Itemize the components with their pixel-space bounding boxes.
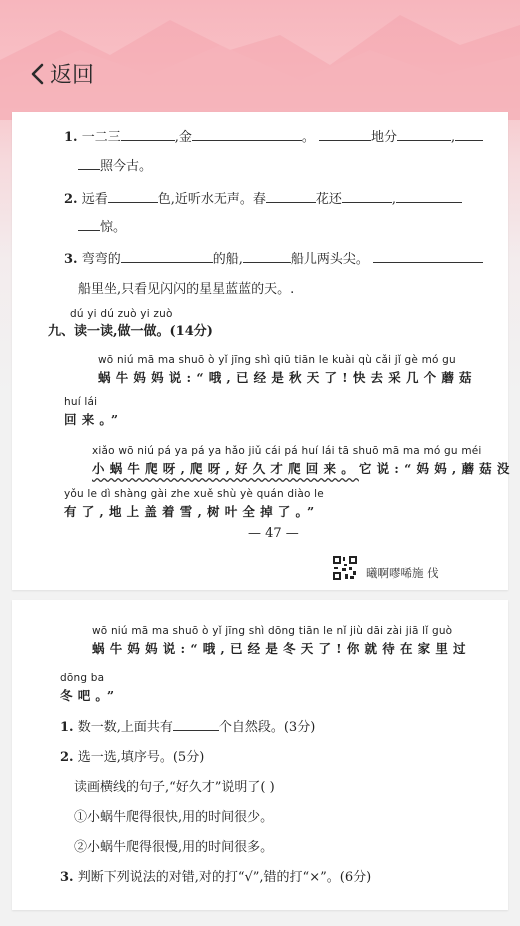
q2-text-b: 色,近听水无声。春 [157, 192, 266, 207]
q2-line2 [78, 216, 126, 235]
blank[interactable] [108, 190, 158, 203]
passage-line-3-rest: 它说:“妈妈,蘑菇没 [358, 461, 515, 476]
p2-q2-option-1: ①小蜗牛爬得很快,用的时间很少。 [74, 810, 274, 825]
q1-text-c: 。 [301, 130, 315, 145]
passage-pinyin-4: yǒu le dì shàng gài zhe xuě shù yè quán diào le [64, 488, 324, 500]
q3-line2 [78, 278, 294, 297]
q3-text-c: 船儿两头尖。 [290, 252, 369, 267]
q1-text-a: 一二三 [81, 130, 121, 145]
q2-text-d: , [391, 192, 397, 207]
worksheet-page-2 [12, 600, 508, 910]
passage-pinyin-2: huí lái [64, 396, 98, 408]
passage-pinyin-3: xiǎo wō niú pá ya pá ya hǎo jiǔ cái pá huí lái tā shuō mā ma mó gu méi [92, 445, 482, 457]
blank[interactable] [173, 718, 219, 731]
header [30, 58, 94, 89]
q3-text-a: 弯弯的 [81, 252, 121, 267]
p2-q1-text-b: 个自然段。(3分) [218, 720, 316, 735]
passage-pinyin-6: dōng ba [60, 672, 105, 684]
passage-line-3 [92, 459, 515, 477]
p2-q2-text: 选一选,填序号。(5分) [77, 750, 205, 765]
p2-q2-number: 2. [60, 750, 74, 765]
p2-q2-prompt: 读画横线的句子,“好久才”说明了( ) [74, 780, 275, 795]
blank[interactable] [243, 250, 291, 263]
passage-line-4: 有了,地上盖着雪,树叶全掉了。” [64, 504, 320, 519]
passage-line-2: 回来。” [64, 412, 124, 427]
passage-line-5: 蜗牛妈妈说:“哦,已经是冬天了!你就待在家里过 [92, 641, 471, 656]
watermark-text: 曦啊嘐唏施 伐 [366, 566, 439, 580]
page-number: — 47 — [248, 526, 299, 541]
q1-text-b: ,金 [174, 130, 192, 145]
q2-text-c: 花还 [315, 192, 342, 207]
q3-line1 [64, 248, 483, 267]
back-button[interactable]: 返回 [50, 63, 95, 88]
q1-number: 1. [64, 130, 78, 145]
p2-q2 [60, 746, 204, 765]
p2-q2-option-2: ②小蜗牛爬得很慢,用的时间很多。 [74, 840, 274, 855]
blank[interactable] [397, 128, 451, 141]
q1-text-e: , [451, 130, 456, 145]
q2-number: 2. [64, 192, 78, 207]
q1-text-f: 照今古。 [100, 159, 153, 174]
q3-number: 3. [64, 252, 78, 267]
q1-text-d: 地分 [371, 130, 398, 145]
worksheet-page-1 [12, 112, 515, 590]
blank[interactable] [373, 250, 483, 263]
blank[interactable] [319, 128, 371, 141]
passage-pinyin-5: wō niú mā ma shuō ò yǐ jīng shì dōng tiān le nǐ jiù dāi zài jiā lǐ guò [92, 625, 453, 637]
q2-line1 [64, 188, 462, 207]
q1-line1 [64, 126, 483, 145]
qr-code-icon [332, 555, 358, 581]
q3-text-d: 船里坐,只看见闪闪的星星蓝蓝的天。. [78, 282, 295, 297]
blank[interactable] [396, 190, 462, 203]
p2-q3-text: 判断下列说法的对错,对的打“√”,错的打“×”。(6分) [77, 870, 372, 885]
back-chevron-icon[interactable] [30, 63, 46, 85]
passage-line-1: 蜗牛妈妈说:“哦,已经是秋天了!快去采几个蘑菇 [98, 370, 477, 385]
blank[interactable] [266, 190, 316, 203]
blank[interactable] [78, 157, 100, 170]
q1-line2 [78, 155, 152, 174]
underlined-sentence: 小蜗牛爬呀,爬呀,好久才爬回来。 [92, 461, 359, 476]
blank[interactable] [121, 250, 213, 263]
blank[interactable] [78, 218, 100, 231]
blank[interactable] [121, 128, 175, 141]
q2-text-e: 惊。 [100, 220, 127, 235]
p2-q3 [60, 866, 371, 885]
passage-line-6: 冬吧。” [60, 688, 120, 703]
p2-q1-text-a: 数一数,上面共有 [77, 720, 173, 735]
p2-q3-number: 3. [60, 870, 74, 885]
blank[interactable] [192, 128, 302, 141]
q3-text-b: 的船, [212, 252, 243, 267]
section9-pinyin: dú yi dú zuò yi zuò [70, 308, 173, 320]
passage-pinyin-1: wō niú mā ma shuō ò yǐ jīng shì qiū tiān le kuài qù cǎi jǐ gè mó gu [98, 354, 456, 366]
q2-text-a: 远看 [81, 192, 108, 207]
blank[interactable] [455, 128, 483, 141]
section9-title: 九、读一读,做一做。(14分) [48, 324, 213, 339]
p2-q1 [60, 716, 315, 735]
p2-q1-number: 1. [60, 720, 74, 735]
blank[interactable] [342, 190, 392, 203]
